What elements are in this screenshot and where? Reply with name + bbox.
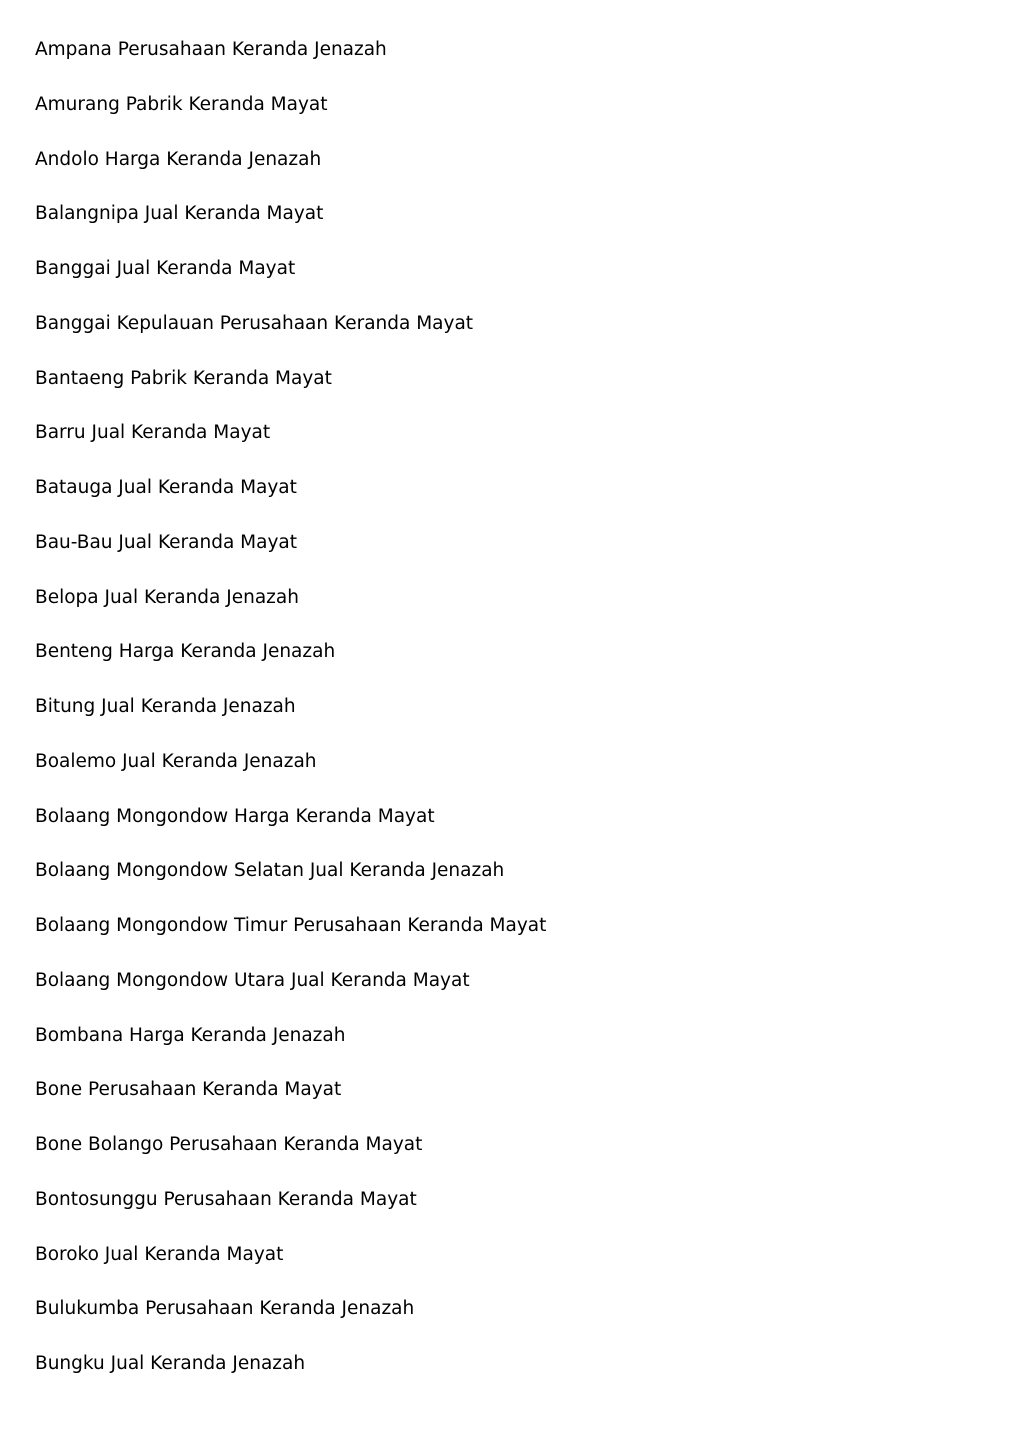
- document-list: [35, 36, 546, 1405]
- list-item: Bolaang Mongondow Utara Jual Keranda Mayat: [35, 969, 470, 991]
- list-item: Bulukumba Perusahaan Keranda Jenazah: [35, 1298, 415, 1320]
- list-item: Banggai Jual Keranda Mayat: [35, 258, 296, 279]
- list-item: Banggai Kepulauan Perusahaan Keranda Mayat: [35, 312, 474, 334]
- list-item: Boalemo Jual Keranda Jenazah: [35, 750, 317, 772]
- list-item: Bolaang Mongondow Harga Keranda Mayat: [35, 805, 435, 827]
- list-item: Bitung Jual Keranda Jenazah: [35, 696, 296, 717]
- list-item: Balangnipa Jual Keranda Mayat: [35, 203, 324, 225]
- list-item: Bolaang Mongondow Timur Perusahaan Keranda Mayat: [35, 915, 547, 936]
- list-item: Batauga Jual Keranda Mayat: [35, 477, 297, 498]
- list-item: Bau-Bau Jual Keranda Mayat: [35, 531, 297, 553]
- list-item: Boroko Jual Keranda Mayat: [35, 1243, 284, 1265]
- list-item: Andolo Harga Keranda Jenazah: [35, 148, 322, 170]
- list-item: Ampana Perusahaan Keranda Jenazah: [35, 39, 387, 60]
- list-item: Bombana Harga Keranda Jenazah: [35, 1024, 346, 1046]
- list-item: Bungku Jual Keranda Jenazah: [35, 1353, 306, 1374]
- list-item: Amurang Pabrik Keranda Mayat: [35, 93, 328, 115]
- list-item: Bolaang Mongondow Selatan Jual Keranda Jenazah: [35, 860, 505, 882]
- list-item: Bontosunggu Perusahaan Keranda Mayat: [35, 1188, 417, 1210]
- list-item: Benteng Harga Keranda Jenazah: [35, 641, 336, 663]
- list-item: Bantaeng Pabrik Keranda Mayat: [35, 367, 332, 389]
- list-item: Belopa Jual Keranda Jenazah: [35, 586, 299, 608]
- list-item: Barru Jual Keranda Mayat: [35, 422, 271, 444]
- list-item: Bone Bolango Perusahaan Keranda Mayat: [35, 1134, 423, 1155]
- list-item: Bone Perusahaan Keranda Mayat: [35, 1079, 342, 1101]
